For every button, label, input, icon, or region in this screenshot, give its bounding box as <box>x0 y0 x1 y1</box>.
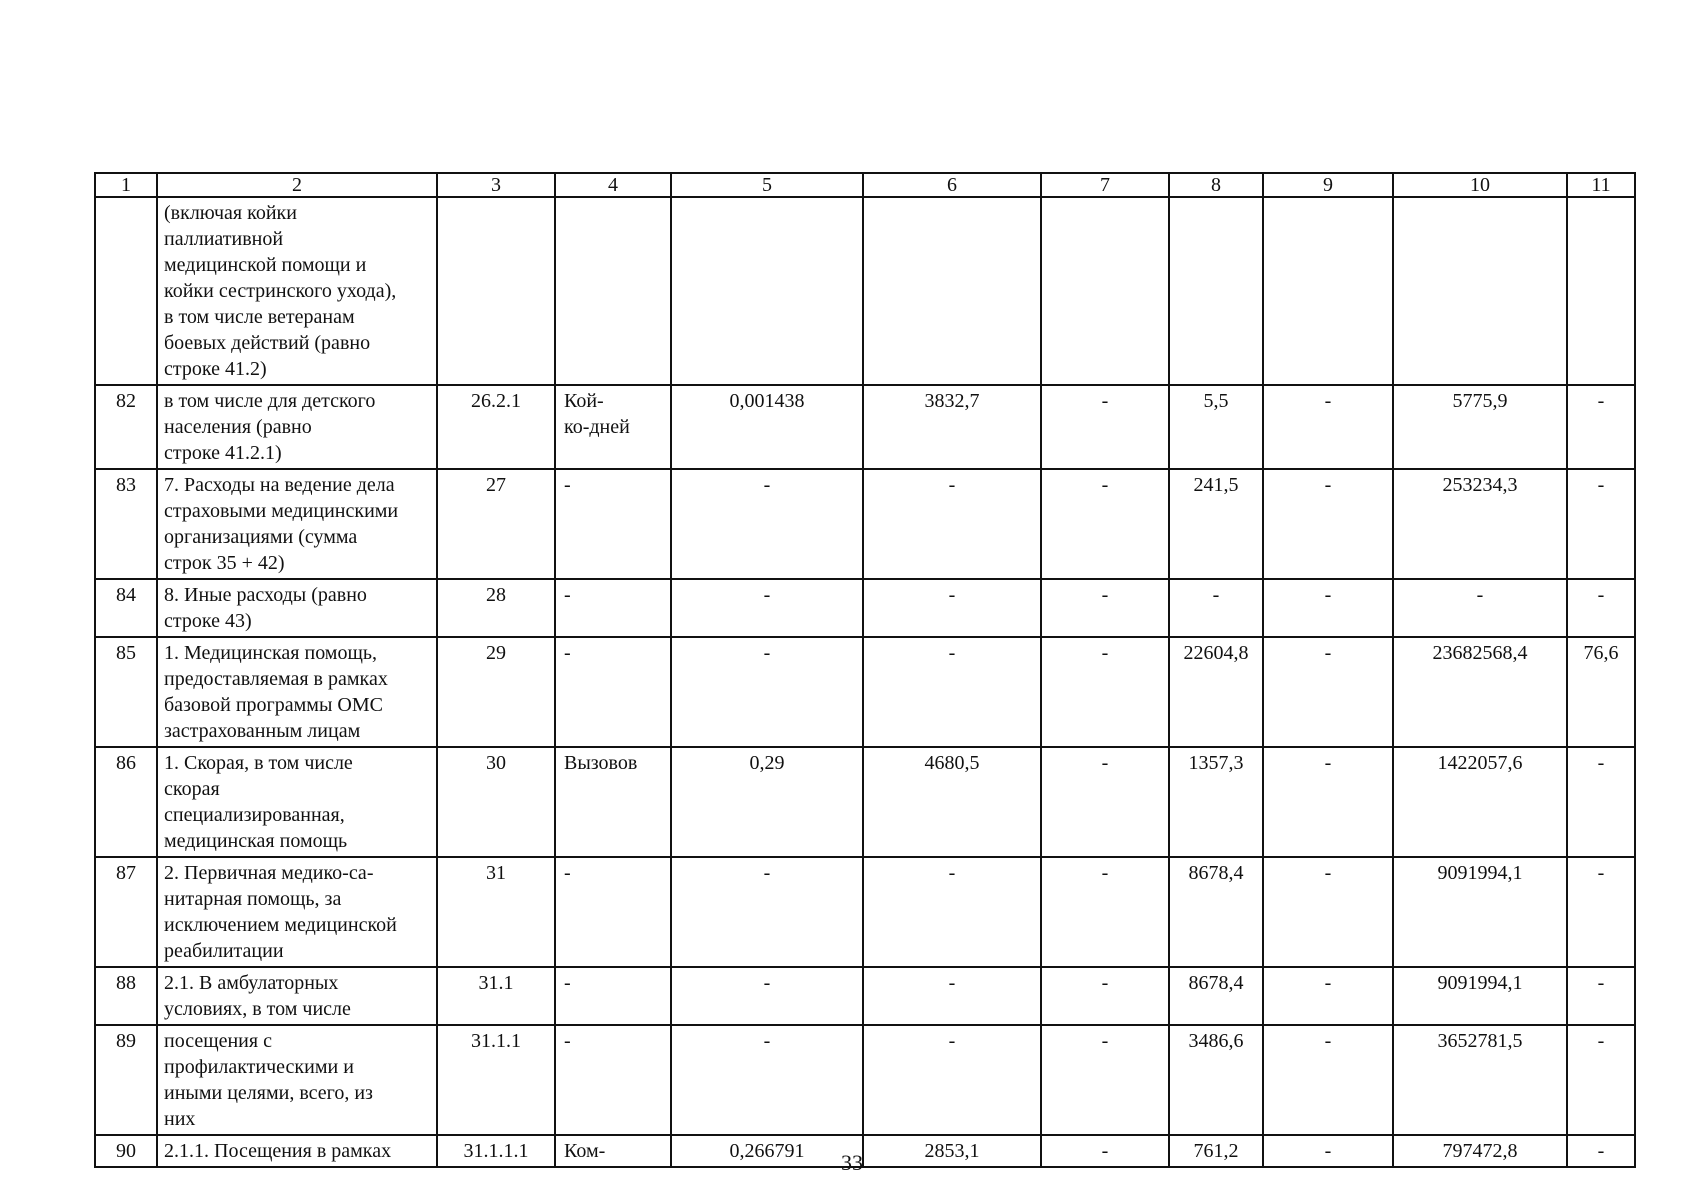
value-cell-8: 1357,3 <box>1169 747 1263 857</box>
row-name-cell: 2. Первичная медико-са- нитарная помощь, за исключением медицинской реабилитации <box>157 857 437 967</box>
value-cell-10: 797472,8 <box>1393 1135 1567 1167</box>
value-cell-9: - <box>1263 385 1393 469</box>
value-cell-7: - <box>1041 967 1169 1025</box>
row-code-cell: 31.1.1 <box>437 1025 555 1135</box>
value-cell-11: - <box>1567 857 1635 967</box>
value-cell-8: 8678,4 <box>1169 857 1263 967</box>
column-header: 9 <box>1263 173 1393 197</box>
table-row <box>95 967 1635 1025</box>
value-cell-9: - <box>1263 747 1393 857</box>
value-cell-8: 761,2 <box>1169 1135 1263 1167</box>
value-cell-5: - <box>671 469 863 579</box>
row-name-cell: 2.1. В амбулаторных условиях, в том числе <box>157 967 437 1025</box>
row-code-cell: 29 <box>437 637 555 747</box>
value-cell-10: 253234,3 <box>1393 469 1567 579</box>
row-unit-cell: - <box>555 857 671 967</box>
row-number-cell: 86 <box>95 747 157 857</box>
row-unit-cell: - <box>555 579 671 637</box>
value-cell-6: - <box>863 579 1041 637</box>
value-cell-8: 5,5 <box>1169 385 1263 469</box>
row-code-cell: 31.1 <box>437 967 555 1025</box>
row-number-cell: 88 <box>95 967 157 1025</box>
table-row <box>95 1025 1635 1135</box>
value-cell-10: - <box>1393 579 1567 637</box>
table-row <box>95 747 1635 857</box>
value-cell-7: - <box>1041 637 1169 747</box>
row-name-cell: 8. Иные расходы (равно строке 43) <box>157 579 437 637</box>
table-row <box>95 579 1635 637</box>
row-code-cell: 31 <box>437 857 555 967</box>
row-code-cell: 30 <box>437 747 555 857</box>
value-cell-9: - <box>1263 967 1393 1025</box>
row-number-cell: 90 <box>95 1135 157 1167</box>
row-number-cell: 89 <box>95 1025 157 1135</box>
value-cell-6: - <box>863 857 1041 967</box>
value-cell-10 <box>1393 197 1567 385</box>
document-table <box>94 172 1636 1168</box>
table-row <box>95 637 1635 747</box>
column-header: 3 <box>437 173 555 197</box>
value-cell-5: - <box>671 637 863 747</box>
value-cell-6: 2853,1 <box>863 1135 1041 1167</box>
value-cell-10: 9091994,1 <box>1393 967 1567 1025</box>
value-cell-5: - <box>671 1025 863 1135</box>
value-cell-9 <box>1263 197 1393 385</box>
value-cell-7: - <box>1041 385 1169 469</box>
value-cell-8: 22604,8 <box>1169 637 1263 747</box>
value-cell-7: - <box>1041 579 1169 637</box>
value-cell-5: 0,29 <box>671 747 863 857</box>
row-number-cell: 84 <box>95 579 157 637</box>
row-name-cell: 1. Скорая, в том числе скорая специализированная, медицинская помощь <box>157 747 437 857</box>
value-cell-6: - <box>863 469 1041 579</box>
row-name-cell: (включая койки паллиативной медицинской помощи и койки сестринского ухода), в том числе ветеранам боевых действий (равно строке 41.2) <box>157 197 437 385</box>
value-cell-7: - <box>1041 1025 1169 1135</box>
row-code-cell: 28 <box>437 579 555 637</box>
row-code-cell: 31.1.1.1 <box>437 1135 555 1167</box>
value-cell-10: 3652781,5 <box>1393 1025 1567 1135</box>
row-number-cell: 87 <box>95 857 157 967</box>
row-unit-cell: Ком- <box>555 1135 671 1167</box>
value-cell-9: - <box>1263 579 1393 637</box>
table-row <box>95 469 1635 579</box>
value-cell-5: - <box>671 967 863 1025</box>
value-cell-6: 4680,5 <box>863 747 1041 857</box>
column-header: 1 <box>95 173 157 197</box>
value-cell-7: - <box>1041 469 1169 579</box>
value-cell-11: - <box>1567 967 1635 1025</box>
column-header: 5 <box>671 173 863 197</box>
value-cell-5: 0,001438 <box>671 385 863 469</box>
row-code-cell <box>437 197 555 385</box>
column-header: 6 <box>863 173 1041 197</box>
row-name-cell: посещения с профилактическими и иными целями, всего, из них <box>157 1025 437 1135</box>
value-cell-6: 3832,7 <box>863 385 1041 469</box>
table-header-row <box>95 173 1635 197</box>
value-cell-11: - <box>1567 385 1635 469</box>
row-number-cell <box>95 197 157 385</box>
value-cell-11: - <box>1567 1025 1635 1135</box>
value-cell-8 <box>1169 197 1263 385</box>
value-cell-7: - <box>1041 857 1169 967</box>
value-cell-5: - <box>671 579 863 637</box>
value-cell-5 <box>671 197 863 385</box>
column-header: 2 <box>157 173 437 197</box>
value-cell-11 <box>1567 197 1635 385</box>
value-cell-7 <box>1041 197 1169 385</box>
column-header: 11 <box>1567 173 1635 197</box>
value-cell-9: - <box>1263 637 1393 747</box>
row-unit-cell: - <box>555 469 671 579</box>
table-row <box>95 857 1635 967</box>
value-cell-10: 23682568,4 <box>1393 637 1567 747</box>
value-cell-9: - <box>1263 469 1393 579</box>
row-name-cell: 1. Медицинская помощь, предоставляемая в рамках базовой программы ОМС застрахованным лицам <box>157 637 437 747</box>
value-cell-6: - <box>863 967 1041 1025</box>
value-cell-5: 0,266791 <box>671 1135 863 1167</box>
value-cell-9: - <box>1263 1135 1393 1167</box>
row-unit-cell: - <box>555 967 671 1025</box>
page-number: 33 <box>841 1150 863 1175</box>
value-cell-10: 5775,9 <box>1393 385 1567 469</box>
row-unit-cell: Вызовов <box>555 747 671 857</box>
column-header: 10 <box>1393 173 1567 197</box>
value-cell-8: 8678,4 <box>1169 967 1263 1025</box>
value-cell-6: - <box>863 637 1041 747</box>
row-code-cell: 26.2.1 <box>437 385 555 469</box>
row-number-cell: 83 <box>95 469 157 579</box>
row-number-cell: 82 <box>95 385 157 469</box>
value-cell-7: - <box>1041 1135 1169 1167</box>
table-row <box>95 385 1635 469</box>
value-cell-8: 241,5 <box>1169 469 1263 579</box>
column-header: 8 <box>1169 173 1263 197</box>
row-name-cell: 2.1.1. Посещения в рамках <box>157 1135 437 1167</box>
row-unit-cell: Кой- ко-дней <box>555 385 671 469</box>
value-cell-8: 3486,6 <box>1169 1025 1263 1135</box>
row-name-cell: 7. Расходы на ведение дела страховыми медицинскими организациями (сумма строк 35 + 42) <box>157 469 437 579</box>
value-cell-11: - <box>1567 747 1635 857</box>
row-unit-cell <box>555 197 671 385</box>
column-header: 7 <box>1041 173 1169 197</box>
value-cell-6 <box>863 197 1041 385</box>
value-cell-11: - <box>1567 469 1635 579</box>
value-cell-11: 76,6 <box>1567 637 1635 747</box>
value-cell-9: - <box>1263 857 1393 967</box>
value-cell-11: - <box>1567 1135 1635 1167</box>
row-code-cell: 27 <box>437 469 555 579</box>
value-cell-11: - <box>1567 579 1635 637</box>
value-cell-9: - <box>1263 1025 1393 1135</box>
value-cell-8: - <box>1169 579 1263 637</box>
table-row <box>95 197 1635 385</box>
value-cell-10: 9091994,1 <box>1393 857 1567 967</box>
value-cell-7: - <box>1041 747 1169 857</box>
value-cell-6: - <box>863 1025 1041 1135</box>
row-number-cell: 85 <box>95 637 157 747</box>
value-cell-5: - <box>671 857 863 967</box>
row-name-cell: в том числе для детского населения (равно строке 41.2.1) <box>157 385 437 469</box>
column-header: 4 <box>555 173 671 197</box>
row-unit-cell: - <box>555 637 671 747</box>
value-cell-10: 1422057,6 <box>1393 747 1567 857</box>
row-unit-cell: - <box>555 1025 671 1135</box>
